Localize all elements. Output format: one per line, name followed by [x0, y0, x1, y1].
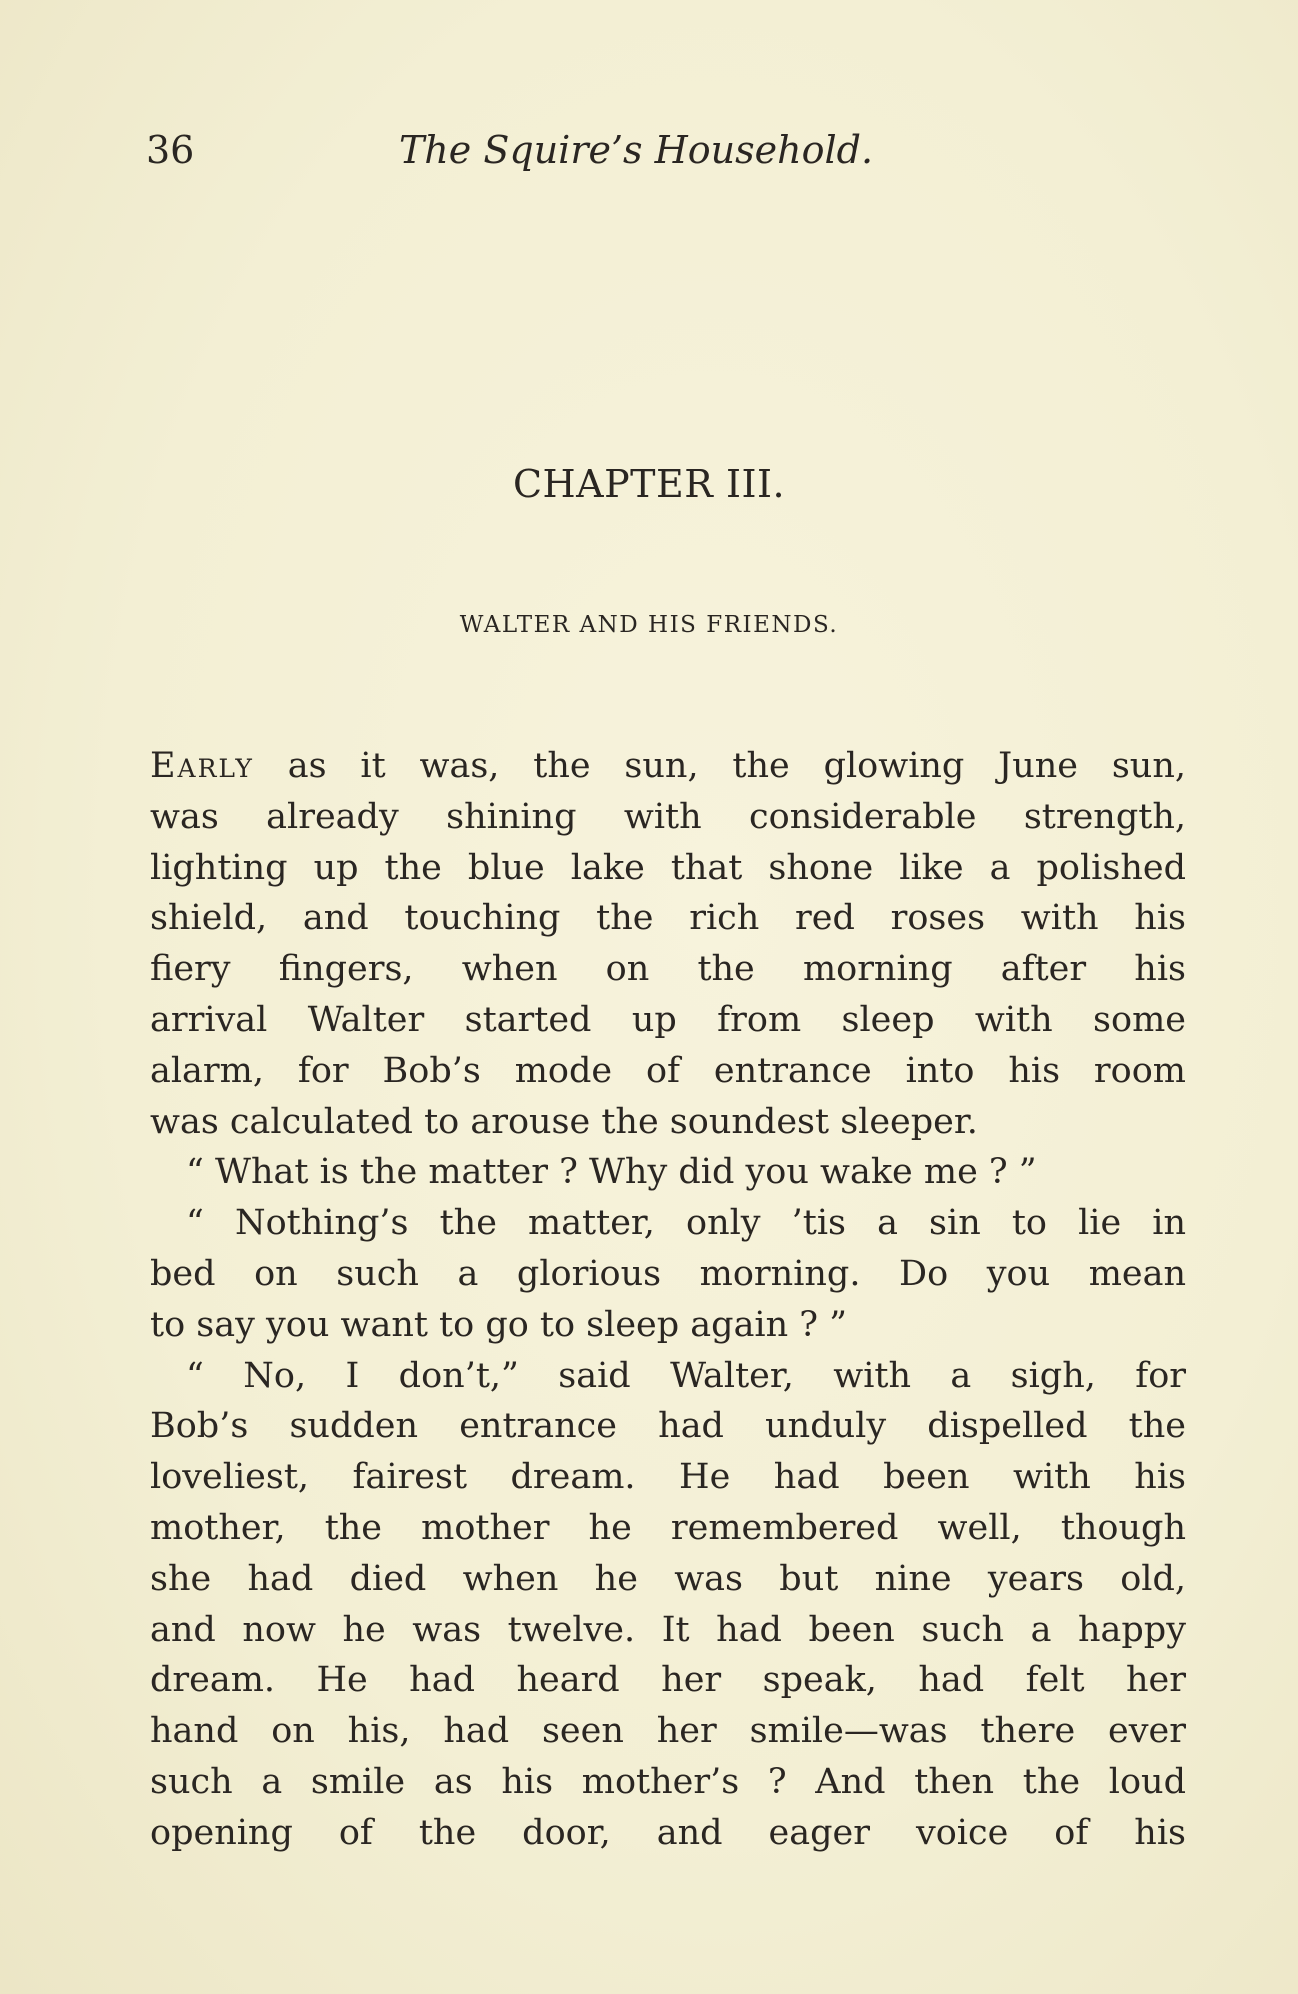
running-title: The Squire’s Household. — [398, 128, 874, 172]
text-line: fiery fingers, when on the morning after his — [150, 949, 1186, 990]
text-line: loveliest, fairest dream. He had been with his — [150, 1457, 1186, 1498]
text-line: hand on his, had seen her smile—was there ever — [150, 1711, 1186, 1752]
text-line: was already shining with considerable strength, — [150, 796, 1186, 837]
text-line: lighting up the blue lake that shone like a polished — [150, 847, 1186, 888]
page-number: 36 — [146, 128, 195, 172]
dropcap-word: Early — [150, 746, 254, 786]
text-line: arrival Walter started up from sleep with some — [150, 999, 1186, 1040]
text-line: Bob’s sudden entrance had unduly dispelled the — [150, 1406, 1186, 1447]
body-text — [150, 741, 1186, 1859]
text-line: dream. He had heard her speak, had felt her — [150, 1660, 1186, 1701]
text-line: to say you want to go to sleep again ? ” — [150, 1304, 848, 1345]
text-line: and now he was twelve. It had been such a happy — [150, 1609, 1186, 1650]
text-line: “ Nothing’s the matter, only ’tis a sin to lie in — [186, 1203, 1186, 1244]
text-line: alarm, for Bob’s mode of entrance into his room — [150, 1050, 1186, 1091]
text-line: was calculated to arouse the soundest sleeper. — [150, 1101, 978, 1142]
text-line-content: as it was, the sun, the glowing June sun, — [253, 746, 1186, 786]
text-line: mother, the mother he remembered well, though — [150, 1507, 1186, 1548]
text-line: such a smile as his mother’s ? And then the loud — [150, 1761, 1186, 1802]
text-line: bed on such a glorious morning. Do you mean — [150, 1253, 1186, 1294]
chapter-heading: CHAPTER III. — [512, 462, 786, 506]
text-line: “ No, I don’t,” said Walter, with a sigh, for — [186, 1355, 1186, 1396]
text-line: shield, and touching the rich red roses with his — [150, 898, 1186, 939]
text-line: “ What is the matter ? Why did you wake me ? ” — [186, 1152, 1037, 1193]
running-head — [146, 128, 1186, 188]
text-line: she had died when he was but nine years old, — [150, 1558, 1186, 1599]
text-line: opening of the door, and eager voice of his — [150, 1812, 1186, 1853]
text-line — [150, 741, 1186, 792]
chapter-subtitle: WALTER AND HIS FRIENDS. — [459, 612, 839, 638]
